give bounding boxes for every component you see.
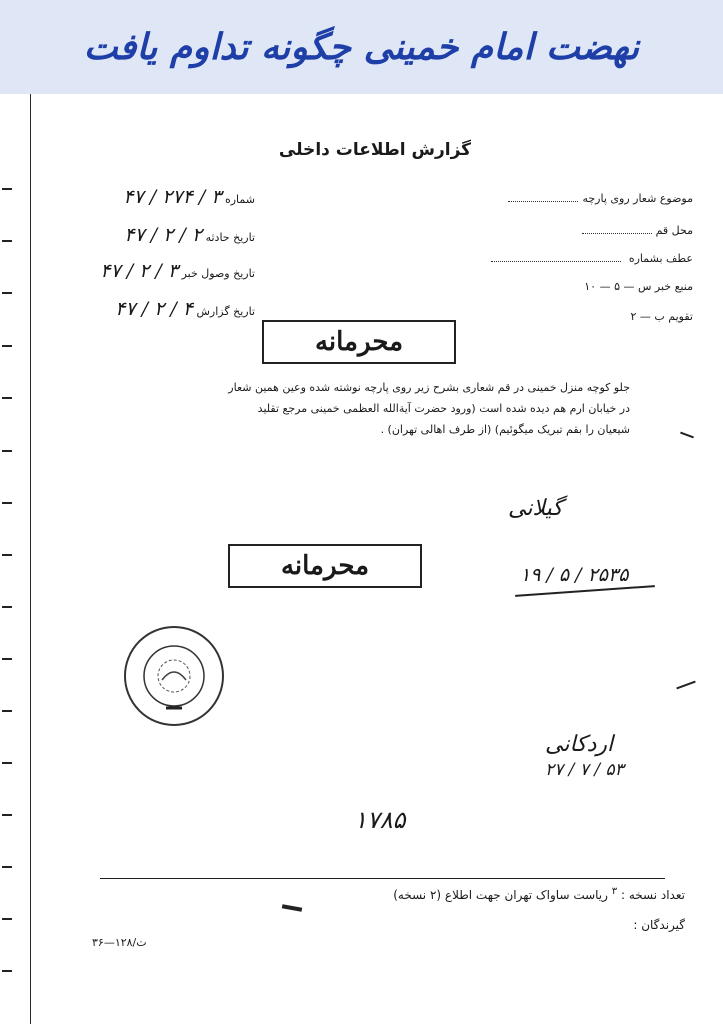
copies-row: تعداد نسخه : $^۳$ ریاست ساواک تهران جهت اطلاع (۲ نسخه) bbox=[393, 886, 685, 902]
margin-tick bbox=[2, 450, 12, 452]
margin-tick bbox=[2, 918, 12, 920]
body-line: جلو کوچه منزل خمینی در قم شعاری بشرح زیر روی پارچه نوشته شده وعین همین شعار bbox=[228, 381, 630, 394]
margin-tick bbox=[2, 606, 12, 608]
margin-tick bbox=[2, 188, 12, 190]
field-location: محل قم bbox=[578, 224, 693, 237]
margin-tick bbox=[2, 658, 12, 660]
banner-title: نهضت امام خمینی چگونه تداوم یافت bbox=[83, 26, 640, 68]
margin-tick bbox=[2, 240, 12, 242]
distribution-text: ریاست ساواک تهران جهت اطلاع (۲ نسخه) bbox=[393, 888, 608, 902]
document-page bbox=[0, 94, 723, 1024]
field-report-date: تاریخ گزارش ۴ / ۲ / ۴۷ bbox=[115, 298, 255, 320]
field-reference: عطف بشماره bbox=[487, 252, 693, 265]
field-report-date-value: ۴ / ۲ / ۴۷ bbox=[115, 298, 193, 320]
field-source: منبع خبر س — ۵ — ۱۰ bbox=[584, 280, 693, 293]
margin-tick bbox=[2, 814, 12, 816]
form-code: ۳۶—۱۲۸/ت bbox=[92, 936, 147, 949]
report-body bbox=[100, 377, 630, 440]
official-seal bbox=[122, 624, 226, 732]
field-number: شماره ۳ / ۲۷۴ / ۴۷ bbox=[123, 186, 255, 208]
field-subject: موضوع شعار روی پارچه bbox=[504, 192, 693, 205]
margin-tick bbox=[2, 970, 12, 972]
banner bbox=[0, 0, 723, 94]
margin-tick bbox=[2, 292, 12, 294]
margin-tick bbox=[2, 710, 12, 712]
field-calendar: تقویم ب — ۲ bbox=[630, 310, 693, 323]
seal-icon bbox=[122, 624, 226, 728]
field-receipt-date-value: ۳ / ۲ / ۴۷ bbox=[100, 260, 179, 282]
field-number-value: ۳ / ۲۷۴ / ۴۷ bbox=[123, 186, 222, 208]
margin-tick bbox=[2, 554, 12, 556]
footer-divider bbox=[100, 878, 665, 879]
classification-stamp-2: محرمانه bbox=[228, 544, 422, 588]
copies-count: ۳ bbox=[611, 886, 618, 897]
margin-tick bbox=[2, 397, 12, 399]
classification-stamp: محرمانه bbox=[262, 320, 456, 364]
margin-tick bbox=[2, 866, 12, 868]
second-signature-date: ۲۷ / ۷ / ۵۳ bbox=[545, 760, 624, 780]
field-incident-date: تاریخ حادثه ۲ / ۲ / ۴۷ bbox=[124, 224, 255, 246]
report-heading: گزارش اطلاعات داخلی bbox=[278, 140, 472, 160]
field-incident-date-value: ۲ / ۲ / ۴۷ bbox=[124, 224, 203, 246]
stray-mark bbox=[282, 904, 302, 911]
margin-tick bbox=[2, 345, 12, 347]
field-receipt-date: تاریخ وصول خبر ۳ / ۲ / ۴۷ bbox=[100, 260, 255, 282]
body-line: شیعیان را بقم تبریک میگوئیم) (از طرف اهالی تهران) . bbox=[380, 423, 630, 436]
stray-mark bbox=[680, 432, 694, 439]
archive-number: ۱۷۸۵ bbox=[354, 806, 406, 834]
underline-stroke bbox=[515, 585, 655, 597]
stray-mark bbox=[676, 681, 695, 690]
margin-tick bbox=[2, 762, 12, 764]
binding-edge bbox=[30, 94, 31, 1024]
handwritten-approval-date: ۱۹ / ۵ / ۲۵۳۵ bbox=[520, 564, 629, 586]
second-signature: اردکانی bbox=[545, 732, 614, 757]
body-line: در خیابان ارم هم دیده شده است (ورود حضرت آیةالله العظمی خمینی مرجع تقلید bbox=[257, 402, 630, 415]
recipients-label: گیرندگان : bbox=[633, 918, 685, 932]
margin-tick bbox=[2, 502, 12, 504]
handwritten-approval: گیلانی bbox=[508, 496, 563, 521]
